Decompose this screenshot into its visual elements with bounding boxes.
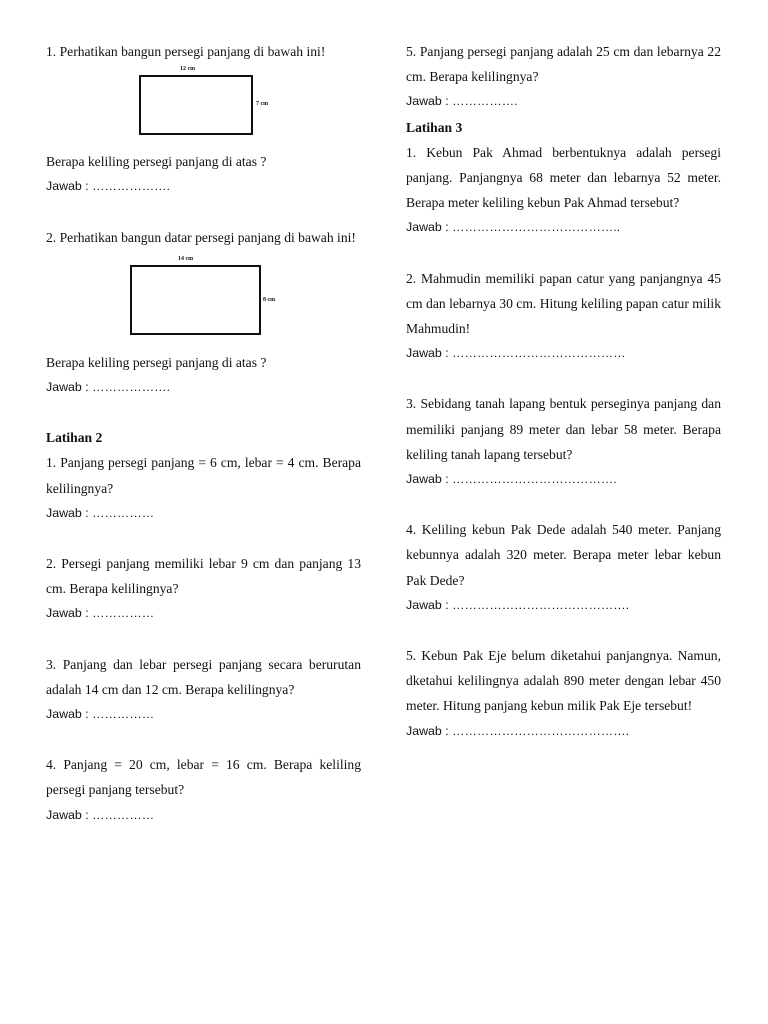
rectangle-figure-1	[46, 64, 361, 149]
rectangle-shape	[130, 265, 261, 335]
answer-line: Jawab : ……………….	[46, 179, 170, 194]
latihan-2-question-1: 1. Panjang persegi panjang = 6 cm, lebar = 4 cm. Berapa kelilingnya?	[46, 455, 361, 496]
latihan-3-question-3: 3. Sebidang tanah lapang bentuk perseginya panjang dan memiliki panjang 89 meter dan lebar 58 meter. Berapa keliling tanah lapang tersebut?	[406, 396, 721, 462]
left-column	[46, 39, 361, 828]
latihan-3-question-5: 5. Kebun Pak Eje belum diketahui panjangnya. Namun, dketahui kelilingnya adalah 890 meter dengan lebar 450 meter. Hitung panjang kebun milik Pak Eje tersebut!	[406, 648, 721, 714]
answer-line: Jawab : ……………	[46, 807, 155, 822]
answer-line: Jawab : ……………….	[46, 380, 170, 395]
answer-line: Jawab : ……………	[46, 606, 155, 621]
question-2-prompt: Berapa keliling persegi panjang di atas ?	[46, 354, 267, 370]
answer-line: Jawab : …………………………………….	[406, 723, 630, 738]
rectangle-width-label: 14 cm	[178, 255, 194, 262]
latihan-3-question-1: 1. Kebun Pak Ahmad berbentuknya adalah persegi panjang. Panjangnya 68 meter dan lebarnya 52 meter. Berapa meter keliling kebun Pak Ahmad tersebut?	[406, 144, 721, 211]
rectangle-figure-2	[46, 250, 361, 350]
latihan-2-question-3: 3. Panjang dan lebar persegi panjang secara berurutan adalah 14 cm dan 12 cm. Berapa kelilingnya?	[46, 656, 361, 697]
answer-line: Jawab : …………….	[406, 94, 518, 109]
rectangle-width-label: 12 cm	[180, 66, 196, 73]
latihan-2-question-2: 2. Persegi panjang memiliki lebar 9 cm dan panjang 13 cm. Berapa kelilingnya?	[46, 556, 361, 597]
latihan-2-heading: Latihan 2	[46, 430, 103, 446]
latihan-3-question-4: 4. Keliling kebun Pak Dede adalah 540 meter. Panjang kebunnya adalah 320 meter. Berapa meter lebar kebun Pak Dede?	[406, 522, 721, 588]
rectangle-height-label: 8 cm	[263, 296, 276, 303]
question-2-text: 2. Perhatikan bangun datar persegi panjang di bawah ini!	[46, 229, 356, 245]
rectangle-shape	[139, 75, 253, 135]
latihan-3-question-2: 2. Mahmudin memiliki papan catur yang panjangnya 45 cm dan lebarnya 30 cm. Hitung keliling papan catur milik Mahmudin!	[406, 270, 721, 337]
answer-line: Jawab : ……………………………………	[406, 346, 626, 361]
answer-line: Jawab : …………………………………..	[406, 220, 621, 235]
question-1-prompt: Berapa keliling persegi panjang di atas ?	[46, 154, 267, 170]
answer-line: Jawab : …………………………………….	[406, 597, 630, 612]
latihan-2-question-4: 4. Panjang = 20 cm, lebar = 16 cm. Berapa keliling persegi panjang tersebut?	[46, 757, 361, 798]
question-1-text: 1. Perhatikan bangun persegi panjang di bawah ini!	[46, 44, 326, 59]
answer-line: Jawab : ……………	[46, 707, 155, 722]
rectangle-height-label: 7 cm	[256, 101, 269, 108]
question-5-text: 5. Panjang persegi panjang adalah 25 cm dan lebarnya 22 cm. Berapa kelilingnya?	[406, 44, 721, 85]
answer-line: Jawab : ……………	[46, 505, 155, 520]
right-column	[406, 39, 721, 744]
answer-line: Jawab : ………………………………….	[406, 472, 617, 487]
latihan-3-heading: Latihan 3	[406, 119, 463, 135]
